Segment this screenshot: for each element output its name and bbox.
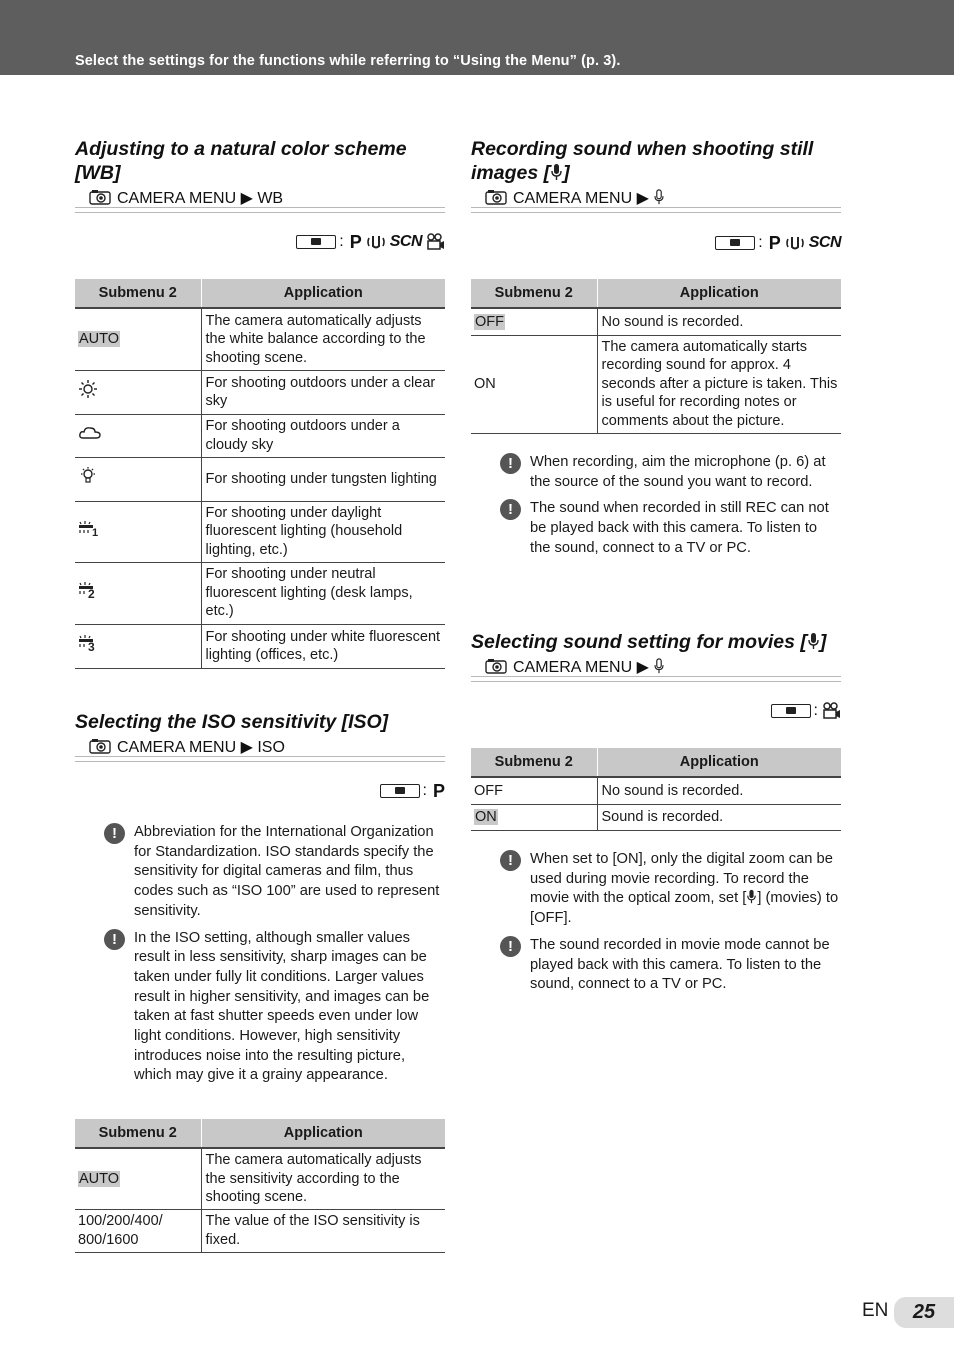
note (104, 929, 444, 1087)
iso-modes-row (75, 780, 445, 802)
microphone-icon (807, 632, 820, 650)
wb-title: Adjusting to a natural color scheme [WB] (75, 138, 407, 184)
rec-movie-on-desc: Sound is recorded. (597, 804, 841, 830)
iso-notes (104, 823, 444, 1093)
movie-mode-icon (821, 702, 841, 720)
rec-still-section (471, 137, 841, 211)
rec-movie-title (471, 630, 841, 654)
wb-auto-desc: The camera automatically adjusts the white balance according to the shooting scene. (201, 308, 445, 370)
rec-movie-off-desc: No sound is recorded. (597, 777, 841, 804)
rec-movie-table-header-application: Application (597, 748, 841, 777)
sunny-icon (78, 379, 98, 399)
note (500, 499, 840, 558)
iso-table-header-submenu: Submenu 2 (75, 1119, 201, 1148)
rec-movie-section (471, 630, 841, 680)
wb-modes: : P SCN (296, 231, 445, 253)
caution-icon: ! (500, 453, 521, 474)
camera-menu-icon (89, 189, 111, 211)
wb-cloudy-desc: For shooting outdoors under a cloudy sky (201, 414, 445, 457)
p-mode-label: P (432, 780, 445, 801)
table-row (471, 335, 841, 433)
rec-movie-on-option: ON (475, 808, 497, 825)
wb-menu-path (75, 189, 445, 211)
scn-mode-label: SCN (389, 233, 422, 250)
table-row (75, 624, 445, 668)
note (500, 453, 840, 492)
wb-modes-row (75, 231, 445, 253)
rec-movie-note-1-b: ] (movies) to [OFF]. (530, 890, 839, 927)
rec-movie-menu-path-text: CAMERA MENU ▶ (513, 659, 649, 676)
wb-table-header-application: Application (201, 279, 445, 308)
camera-mode-icon (715, 236, 755, 250)
rec-still-table-header-application: Application (597, 279, 841, 308)
rec-still-title (471, 137, 841, 185)
wb-auto-option: AUTO (79, 331, 120, 347)
header-hint: Select the settings for the functions while referring to “Using the Menu” (p. 3). (75, 53, 621, 69)
iso-menu-path-text: CAMERA MENU ▶ ISO (117, 739, 285, 756)
microphone-icon (746, 889, 757, 904)
header-bar (0, 0, 954, 75)
note (500, 850, 840, 929)
dis-mode-icon (365, 233, 387, 251)
table-row (75, 308, 445, 370)
iso-note-1: Abbreviation for the International Organization for Standardization. ISO standards specify the sensitivity for digital cameras and film, thus codes such as “ISO 100” are used to represent sensitivity. (134, 824, 440, 919)
svg-text:2: 2 (88, 587, 95, 600)
iso-note-2: In the ISO setting, although smaller values result in less sensitivity, sharp images can be taken under fully lit conditions. Larger values result in higher sensitivity, and images can be taken at fast shutter speeds even under low light conditions. However, high sensitivity introduces noise into the resulting picture, which may give it a grainy appearance. (134, 929, 430, 1084)
caution-icon: ! (500, 850, 521, 871)
table-row (75, 1209, 445, 1252)
caution-icon: ! (500, 936, 521, 957)
rec-movie-off-option: OFF (471, 777, 597, 804)
rec-movie-modes: : (771, 700, 841, 722)
wb-fluorescent-1-desc: For shooting under daylight fluorescent lighting (household lighting, etc.) (201, 501, 445, 562)
camera-menu-icon (485, 189, 507, 211)
rec-movie-notes (500, 850, 840, 1002)
language-label: EN (862, 1300, 889, 1321)
camera-menu-icon (89, 738, 111, 760)
microphone-icon (653, 658, 665, 674)
rec-movie-note-2: The sound recorded in movie mode cannot be played back with this camera. To listen to the sound, connect to a TV or PC. (530, 936, 830, 993)
wb-fluorescent-3-desc: For shooting under white fluorescent lighting (offices, etc.) (201, 624, 445, 668)
iso-menu-path (75, 738, 445, 760)
rec-still-note-2: The sound when recorded in still REC can not be played back with this camera. To listen to the sound, connect to a TV or PC. (530, 500, 829, 556)
iso-auto-desc: The camera automatically adjusts the sensitivity according to the shooting scene. (201, 1148, 445, 1209)
table-row (75, 1148, 445, 1209)
p-mode-label: P (768, 232, 781, 253)
movie-mode-icon (425, 233, 445, 251)
rec-movie-title-end: ] (819, 631, 827, 653)
rec-still-off-option: OFF (475, 313, 504, 330)
table-row (75, 501, 445, 562)
table-row (75, 370, 445, 414)
rec-still-notes (500, 453, 840, 566)
rec-still-title-end: ] (563, 162, 570, 184)
caution-icon: ! (104, 823, 125, 844)
wb-sunny-desc: For shooting outdoors under a clear sky (201, 370, 445, 414)
dis-mode-icon (784, 234, 806, 252)
wb-menu-path-text: CAMERA MENU ▶ WB (117, 190, 284, 207)
camera-menu-icon (485, 658, 507, 680)
iso-section (75, 710, 445, 760)
microphone-icon (550, 163, 563, 181)
microphone-icon (653, 189, 665, 205)
rec-still-off-desc: No sound is recorded. (597, 308, 841, 335)
rec-still-menu-path (471, 189, 841, 211)
camera-mode-icon (771, 704, 811, 718)
tungsten-icon (78, 466, 98, 486)
rec-movie-note-1-a: When set to [ON], only the digital zoom can be used during movie recording. To record the movie with the optical zoom, set [ (530, 851, 833, 907)
fluorescent-3-icon (78, 634, 100, 652)
table-row (471, 804, 841, 830)
camera-mode-icon (380, 784, 420, 798)
rec-movie-title-text: Selecting sound setting for movies [ (471, 631, 807, 653)
wb-fluorescent-2-desc: For shooting under neutral fluorescent lighting (desk lamps, etc.) (201, 562, 445, 624)
svg-text:1: 1 (92, 526, 99, 538)
wb-section (75, 137, 445, 211)
fluorescent-1-icon (78, 520, 100, 538)
page-number: 25 (894, 1297, 954, 1328)
caution-icon: ! (104, 929, 125, 950)
rec-still-on-option: ON (471, 335, 597, 433)
p-mode-label: P (349, 231, 362, 252)
note (104, 823, 444, 922)
table-row (471, 308, 841, 335)
rec-still-modes: : P SCN (715, 232, 841, 254)
camera-mode-icon (296, 235, 336, 249)
note (500, 936, 840, 995)
iso-modes: : P (380, 780, 445, 802)
fluorescent-2-icon (78, 581, 100, 599)
rec-movie-table-header-submenu: Submenu 2 (471, 748, 597, 777)
rec-still-modes-row (471, 232, 841, 254)
rec-still-note-1: When recording, aim the microphone (p. 6) at the source of the sound you want to record. (530, 454, 826, 490)
wb-table (75, 279, 445, 669)
rec-still-table-header-submenu: Submenu 2 (471, 279, 597, 308)
svg-text:3: 3 (88, 640, 95, 653)
rec-still-on-desc: The camera automatically starts recording sound for approx. 4 seconds after a picture is taken. This is useful for recording notes or comments about the picture. (597, 335, 841, 433)
iso-fixed-values: 100/200/400/ 800/1600 (75, 1209, 201, 1252)
iso-title: Selecting the ISO sensitivity [ISO] (75, 711, 389, 733)
iso-table (75, 1119, 445, 1253)
table-row (75, 562, 445, 624)
rec-movie-modes-row (471, 700, 841, 722)
rec-still-table (471, 279, 841, 434)
scn-mode-label: SCN (808, 234, 841, 251)
table-row (75, 457, 445, 501)
caution-icon: ! (500, 499, 521, 520)
iso-auto-option: AUTO (79, 1170, 120, 1187)
table-row (471, 777, 841, 804)
wb-table-header-submenu: Submenu 2 (75, 279, 201, 308)
iso-table-header-application: Application (201, 1119, 445, 1148)
cloudy-icon (78, 425, 102, 441)
wb-tungsten-desc: For shooting under tungsten lighting (201, 457, 445, 501)
rec-still-title-text: Recording sound when shooting still images [ (471, 138, 814, 184)
rec-still-menu-path-text: CAMERA MENU ▶ (513, 190, 649, 207)
table-row (75, 414, 445, 457)
rec-movie-menu-path (471, 658, 841, 680)
iso-fixed-desc: The value of the ISO sensitivity is fixed. (201, 1209, 445, 1252)
rec-movie-table (471, 748, 841, 831)
